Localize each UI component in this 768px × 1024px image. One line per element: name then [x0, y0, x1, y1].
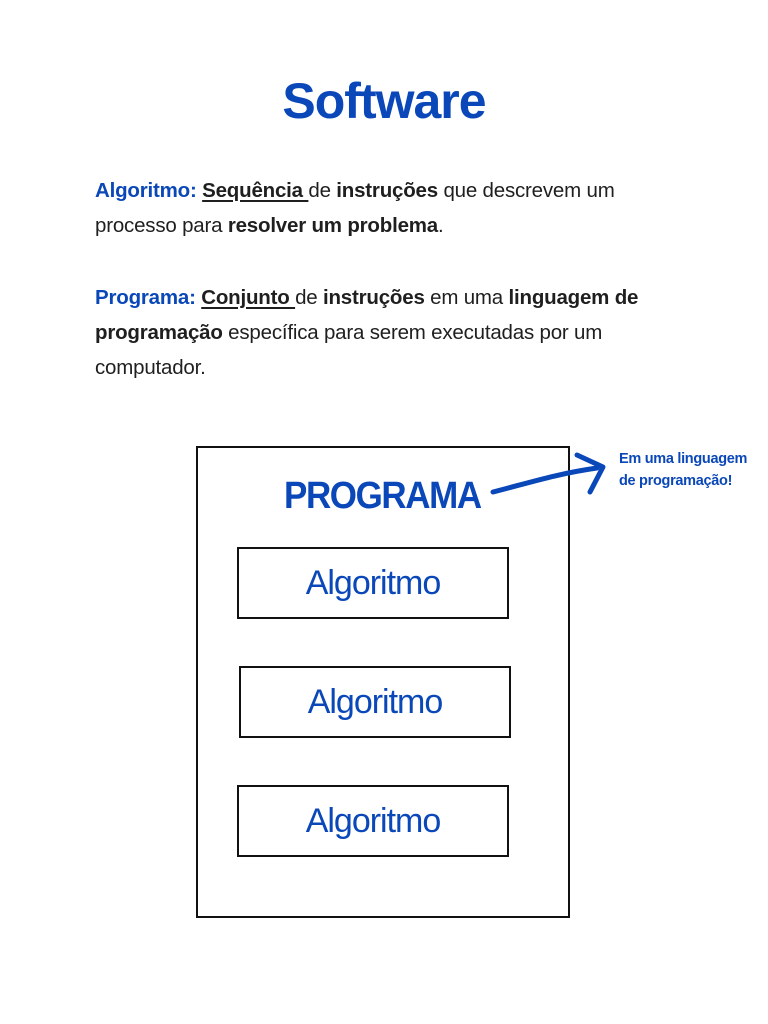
text-part: específica para serem executadas por um computador.	[95, 321, 603, 379]
text-part: em uma	[424, 286, 509, 309]
text-part: de	[295, 286, 323, 309]
algoritmo-box: Algoritmo	[237, 785, 509, 857]
underlined-sequencia: Sequência	[202, 179, 309, 202]
bold-instrucoes: instruções	[336, 179, 438, 202]
bold-instrucoes: instruções	[322, 286, 425, 309]
page-title: Software	[282, 73, 486, 129]
text-part: .	[438, 214, 444, 237]
text-part: de	[308, 179, 337, 202]
annotation-note	[619, 448, 747, 492]
bold-linguagem-programacao: linguagem de programação	[95, 286, 639, 344]
definition-algoritmo	[95, 173, 695, 243]
term-algoritmo: Algoritmo:	[95, 179, 197, 202]
definition-programa	[95, 280, 695, 385]
bold-resolver-problema: resolver um problema	[227, 214, 439, 237]
programa-label: PROGRAMA	[284, 475, 481, 517]
note-line-1: Em uma linguagem	[619, 451, 748, 467]
curved-arrow-icon	[485, 450, 615, 500]
note-line-2: de programação!	[619, 473, 733, 489]
underlined-conjunto: Conjunto	[201, 286, 296, 309]
algoritmo-box: Algoritmo	[239, 666, 511, 738]
term-programa: Programa:	[95, 286, 196, 309]
algoritmo-box: Algoritmo	[237, 547, 509, 619]
text-part: que descrevem um processo para	[95, 179, 615, 237]
